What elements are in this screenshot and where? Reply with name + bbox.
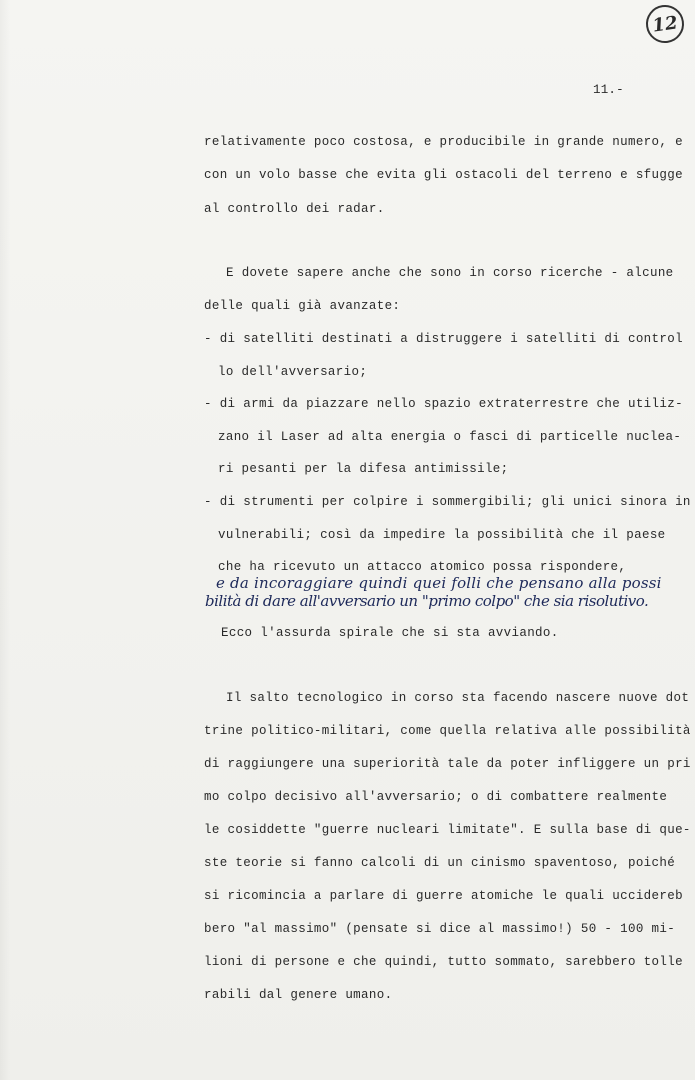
text-line: vulnerabili; così da impedire la possibilità che il paese bbox=[218, 528, 666, 542]
text-line: lo dell'avversario; bbox=[218, 365, 368, 379]
text-line: ste teorie si fanno calcoli di un cinismo spaventoso, poiché bbox=[204, 856, 676, 870]
scan-edge-shadow bbox=[0, 0, 10, 1080]
text-line: bero "al massimo" (pensate si dice al massimo!) 50 - 100 mi- bbox=[204, 922, 676, 936]
text-line: rabili dal genere umano. bbox=[204, 988, 393, 1002]
text-line: Il salto tecnologico in corso sta facendo nascere nuove dot bbox=[226, 691, 690, 705]
text-line: trine politico-militari, come quella relativa alle possibilità bbox=[204, 724, 691, 738]
text-line: E dovete sapere anche che sono in corso ricerche - alcune bbox=[226, 266, 674, 280]
text-line: zano il Laser ad alta energia o fasci di particelle nuclea- bbox=[218, 430, 682, 444]
text-line: le cosiddette "guerre nucleari limitate". E sulla base di que- bbox=[204, 823, 691, 837]
text-line: delle quali già avanzate: bbox=[204, 299, 401, 313]
text-line: - di armi da piazzare nello spazio extraterrestre che utiliz- bbox=[204, 397, 683, 411]
text-line: mo colpo decisivo all'avversario; o di combattere realmente bbox=[204, 790, 668, 804]
text-line: relativamente poco costosa, e producibile in grande numero, e bbox=[204, 135, 683, 149]
text-line: - di strumenti per colpire i sommergibili; gli unici sinora in bbox=[204, 495, 691, 509]
text-line: al controllo dei radar. bbox=[204, 202, 385, 216]
text-line: Ecco l'assurda spirale che si sta avviando. bbox=[221, 626, 559, 640]
page-stamp: 12 bbox=[644, 3, 687, 46]
page-number: 11.- bbox=[593, 83, 624, 97]
text-line: ri pesanti per la difesa antimissile; bbox=[218, 462, 509, 476]
handwritten-insertion: e da incoraggiare quindi quei folli che pensano alla possi bbox=[216, 574, 662, 592]
text-line: lioni di persone e che quindi, tutto sommato, sarebbero tolle bbox=[204, 955, 683, 969]
text-line: di raggiungere una superiorità tale da poter infliggere un pri bbox=[204, 757, 691, 771]
text-line: con un volo basse che evita gli ostacoli del terreno e sfugge bbox=[204, 168, 683, 182]
text-line: che ha ricevuto un attacco atomico possa rispondere, bbox=[218, 560, 627, 574]
text-line: si ricomincia a parlare di guerre atomiche le quali uccidereb bbox=[204, 889, 683, 903]
handwritten-insertion: bilità di dare all'avversario un "primo colpo" che sia risolutivo. bbox=[205, 592, 649, 610]
text-line: - di satelliti destinati a distruggere i satelliti di control bbox=[204, 332, 683, 346]
